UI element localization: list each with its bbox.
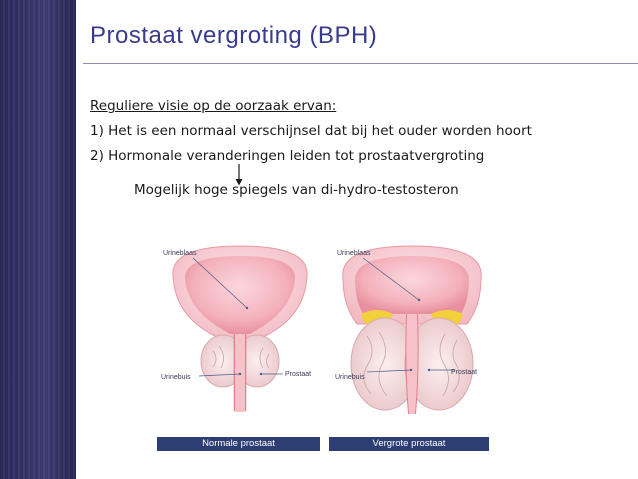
body-heading: Reguliere visie op de oorzaak ervan: — [90, 98, 337, 114]
slide-title: Prostaat vergroting (BPH) — [90, 22, 378, 49]
enlarged-prostate-diagram — [335, 246, 481, 414]
enlarged-prostate-label: Prostaat — [451, 369, 478, 376]
normal-bladder-label: Urineblaas — [163, 250, 197, 257]
body-point-2: 2) Hormonale veranderingen leiden tot prostaatvergroting — [90, 148, 485, 164]
title-divider — [83, 63, 638, 64]
body-consequence: Mogelijk hoge spiegels van di-hydro-testosteron — [134, 182, 459, 198]
decorative-sidebar — [0, 0, 76, 479]
normal-prostate-caption: Normale prostaat — [157, 437, 320, 451]
enlarged-urethra-label: Urinebuis — [335, 374, 365, 381]
enlarged-bladder-label: Urineblaas — [337, 250, 371, 257]
enlarged-prostate-caption: Vergrote prostaat — [329, 437, 489, 451]
body-point-1: 1) Het is een normaal verschijnsel dat bij het ouder worden hoort — [90, 123, 532, 139]
prostate-illustration — [155, 236, 495, 456]
normal-prostate-diagram — [161, 246, 311, 412]
slide-body — [90, 94, 630, 169]
normal-prostate-label: Prostaat — [285, 371, 312, 378]
normal-urethra-label: Urinebuis — [161, 374, 191, 381]
